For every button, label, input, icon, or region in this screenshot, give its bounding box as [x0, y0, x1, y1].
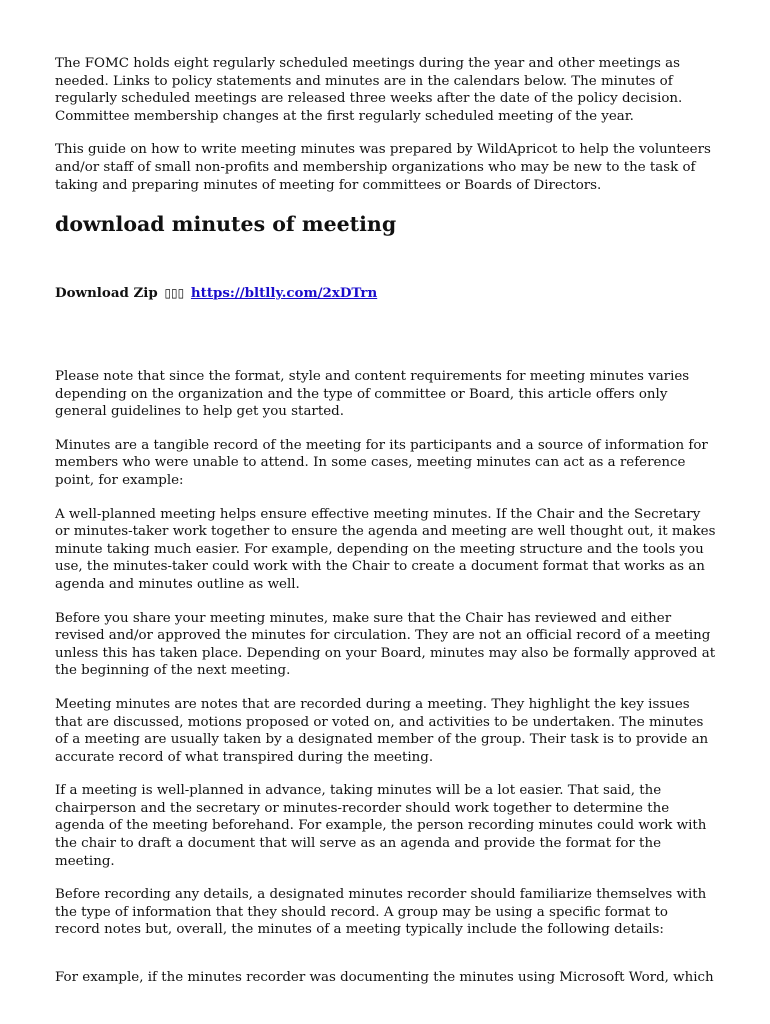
- intro-paragraph-2: This guide on how to write meeting minutes was prepared by WildApricot to help the volunteers and/or staff of small non-profits and membership organizations who may be new to the task of taking and preparing minutes of meeting for committees or Boards of Directors.: [55, 142, 711, 193]
- download-label: Download Zip: [55, 285, 158, 301]
- body-paragraph-7: Before recording any details, a designated minutes recorder should familiarize themselves with the type of information that they should record. A group may be using a specific format to record notes but, overall, the minutes of a meeting typically include the following details:: [55, 887, 707, 938]
- body-paragraph-1: Please note that since the format, style and content requirements for meeting minutes varies depending on the organization and the type of committee or Board, this article offers only general guidelines to help get you started.: [55, 369, 690, 420]
- article-body: [55, 368, 717, 1003]
- body-paragraph-6: If a meeting is well-planned in advance, taking minutes will be a lot easier. That said, the chairperson and the secretary or minutes-recorder should work together to determine the agenda of the meeting beforehand. For example, the person recording minutes could work with the chair to draft a document that will serve as an agenda and provide the format for the meeting.: [55, 783, 707, 869]
- body-paragraph-5: Meeting minutes are notes that are recorded during a meeting. They highlight the key issues that are discussed, motions proposed or voted on, and activities to be undertaken. The minutes of a meeting are usually taken by a designated member of the group. Their task is to provide an accurate record of what transpired during the meeting.: [55, 696, 709, 765]
- body-paragraph-2: Minutes are a tangible record of the meeting for its participants and a source of information for members who were unable to attend. In some cases, meeting minutes can act as a reference point, for example:: [55, 437, 708, 488]
- download-link[interactable]: https://bltlly.com/2xDTrn: [190, 285, 378, 301]
- intro-section: [55, 55, 717, 210]
- body-paragraph-3: A well-planned meeting helps ensure effective meeting minutes. If the Chair and the Secretary or minutes-taker work together to ensure the agenda and meeting are well thought out, it makes minute taking much easier. For example, depending on the meeting structure and the tools you use, the minutes-taker could work with the Chair to create a document format that works as an agenda and minutes outline as well.: [55, 506, 716, 592]
- body-paragraph-8: For example, if the minutes recorder was documenting the minutes using Microsoft Word, which: [55, 970, 714, 986]
- arrows-icon: ▯▯▯: [164, 286, 185, 300]
- intro-paragraph-1: The FOMC holds eight regularly scheduled meetings during the year and other meetings as needed. Links to policy statements and minutes are in the calendars below. The minutes of regularly scheduled meetings are released three weeks after the date of the policy decision. Committee membership changes at the first regularly scheduled meeting of the year.: [55, 56, 683, 124]
- body-paragraph-4: Before you share your meeting minutes, make sure that the Chair has reviewed and either revised and/or approved the minutes for circulation. They are not an official record of a meeting unless this has taken place. Depending on your Board, minutes may also be formally approved at the beginning of the next meeting.: [55, 610, 716, 679]
- download-line: [55, 285, 377, 303]
- page-title: download minutes of meeting: [55, 212, 397, 236]
- heading-wrap: [55, 212, 397, 246]
